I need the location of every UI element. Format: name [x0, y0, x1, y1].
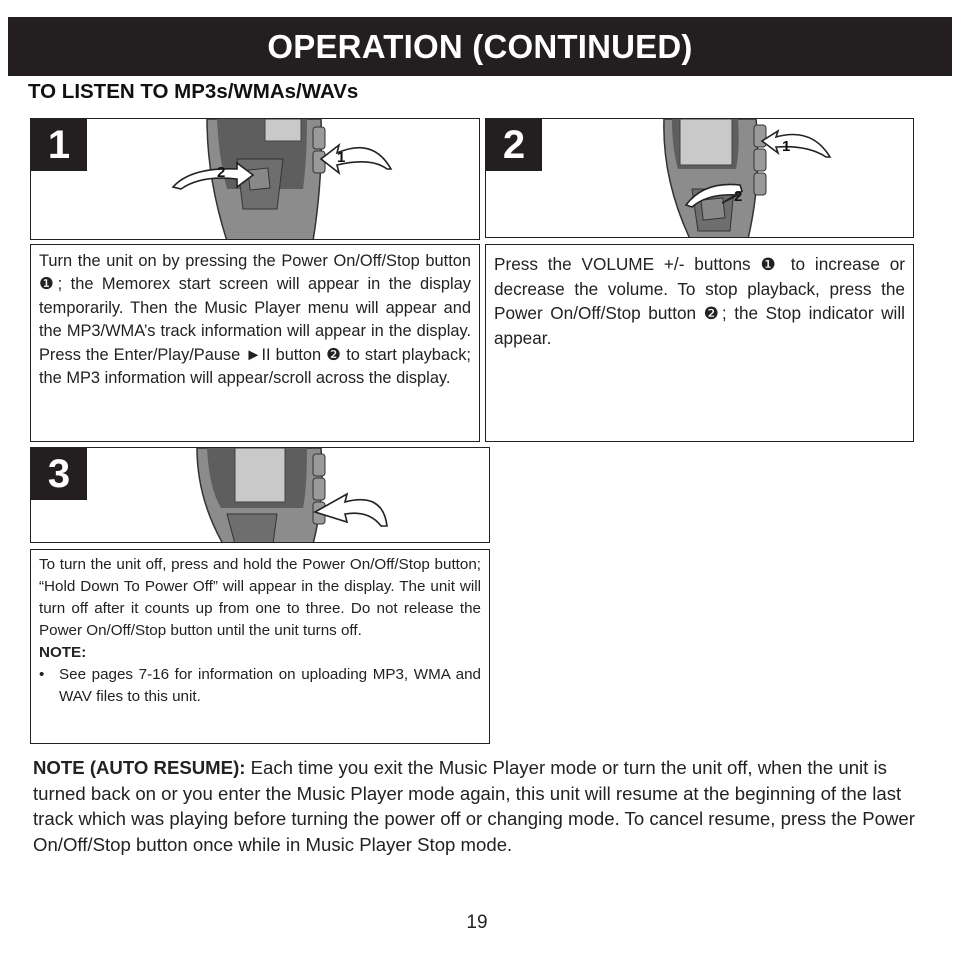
device-illustration — [486, 119, 914, 238]
step-2-number: 2 — [486, 119, 542, 171]
bullet-icon: • — [39, 666, 45, 683]
callout-1-label: 1 — [337, 149, 346, 166]
step-3-number: 3 — [31, 448, 87, 500]
device-illustration — [31, 448, 490, 543]
section-subtitle: TO LISTEN TO MP3s/WMAs/WAVs — [28, 80, 359, 103]
header-bar — [8, 17, 952, 76]
step-3-text-box — [30, 549, 490, 744]
page-number: 19 — [466, 912, 488, 933]
step-2-illustration — [485, 118, 914, 238]
page-title: OPERATION (CONTINUED) — [267, 27, 693, 65]
step-1-illustration — [30, 118, 480, 240]
note-bullet-text: See pages 7-16 for information on uploading MP3, WMA and WAV files to this unit. — [59, 666, 481, 705]
step-2-text: Press the VOLUME +/- buttons ❶ to increase or decrease the volume. To stop playback, press the Power On/Off/Stop button ❷; the Stop indicator will appear. — [485, 244, 914, 442]
device-illustration — [31, 119, 480, 240]
step-3-text: To turn the unit off, press and hold the Power On/Off/Stop button; “Hold Down To Power Off” will appear in the display. The unit will turn off after it counts up from one to three. Do not release the Power On/Off/Stop button until the unit turns off. — [39, 556, 481, 639]
callout-2-label: 2 — [217, 164, 226, 181]
step-1-text: Turn the unit on by pressing the Power On/Off/Stop button ❶; the Memorex start screen will appear in the display temporarily. Then the Music Player menu will appear and the MP3/WMA’s track information will appear in the display. Press the Enter/Play/Pause ►II button ❷ to start playback; the MP3 information will appear/scroll across the display. — [30, 244, 480, 442]
auto-resume-text: Each time you exit the Music Player mode or turn the unit off, when the unit is turned back on or you enter the Music Player mode again, this unit will resume at the beginning of the last track which was playing before turning the power off or changing mode. To cancel resume, press the Power On/Off/Stop button once while in Music Player Stop mode. — [33, 757, 915, 855]
note-bullet-item — [39, 664, 481, 708]
callout-2-label: 2 — [734, 188, 743, 205]
step-1-number: 1 — [31, 119, 87, 171]
auto-resume-note — [33, 755, 929, 857]
auto-resume-label: NOTE (AUTO RESUME): — [33, 757, 246, 778]
callout-1-label: 1 — [782, 138, 791, 155]
step-3-illustration — [30, 447, 490, 543]
note-label: NOTE: — [39, 644, 87, 661]
